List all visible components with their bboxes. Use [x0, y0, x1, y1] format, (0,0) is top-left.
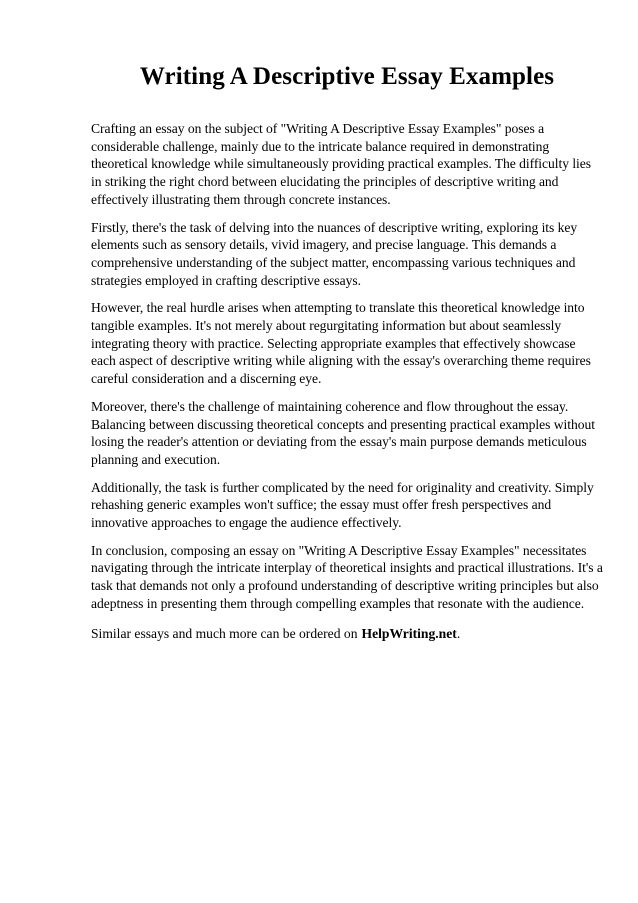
document-title: Writing A Descriptive Essay Examples: [139, 63, 555, 90]
paragraph-however: However, the real hurdle arises when attempting to translate this theoretical knowledge into tangible examples. It's not merely about regurgitating information but about seamlessly integrating theory with practice. Selecting appropriate examples that effectively showcase each aspect of descriptive writing while aligning with the essay's overarching theme requires careful consideration and a discerning eye.: [91, 300, 591, 387]
brand-link[interactable]: HelpWriting.net: [361, 625, 457, 641]
paragraph-additionally: Additionally, the task is further complicated by the need for originality and creativity. Simply rehashing generic examples won't suffice; the essay must offer fresh perspectives and innovative approaches to engage the audience effectively.: [91, 479, 594, 531]
paragraph-firstly: Firstly, there's the task of delving into the nuances of descriptive writing, exploring its key elements such as sensory details, vivid imagery, and precise language. This demands a comprehensive understanding of the subject matter, encompassing various techniques and strategies employed in crafting descriptive essays.: [91, 219, 578, 288]
closing-text: Similar essays and much more can be ordered on: [91, 625, 358, 641]
paragraph-intro: Crafting an essay on the subject of "Writing A Descriptive Essay Examples" poses a considerable challenge, mainly due to the intricate balance required in demonstrating theoretical knowledge while simultaneously providing practical examples. The difficulty lies in striking the right chord between elucidating the principles of descriptive writing and effectively illustrating them through concrete instances.: [91, 121, 591, 207]
closing-suffix: .: [456, 625, 461, 641]
closing-line: [91, 625, 603, 643]
document-body: [91, 120, 603, 642]
paragraph-moreover: Moreover, there's the challenge of maintaining coherence and flow throughout the essay. Balancing between discussing theoretical concepts and presenting practical examples without losing the reader's attention or deviating from the essay's main purpose demands meticulous planning and execution.: [91, 398, 595, 467]
paragraph-conclusion: In conclusion, composing an essay on "Writing A Descriptive Essay Examples" necessitates navigating through the intricate interplay of theoretical insights and practical illustrations. It's a task that demands not only a profound understanding of descriptive writing principles but also adeptness in presenting them through compelling examples that resonate with the audience.: [91, 542, 603, 611]
